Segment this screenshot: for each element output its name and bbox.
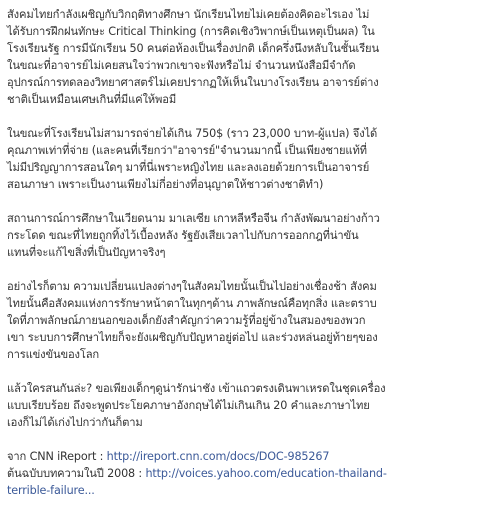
- source-credits: [7, 448, 474, 499]
- source-line-cnn: [7, 448, 474, 465]
- paragraph-line: สอนภาษา เพราะเป็นงานเพียงไม่กี่อย่างที่อนุญาตให้ชาวต่างชาติทำ): [7, 178, 324, 191]
- source-label-original: ต้นฉบับบทความในปี 2008 :: [7, 467, 146, 480]
- paragraph-line: สังคมไทยกำลังเผชิญกับวิกฤติทางศึกษา นักเรียนไทยไม่เคยต้องคิดอะไรเอง ไม่: [7, 8, 370, 21]
- paragraph-line: ในขณะที่อาจารย์ไม่เคยสนใจว่าพวกเขาจะฟังหรือไม่ จำนวนหนังสือมีจำกัด: [7, 59, 356, 72]
- post-paragraph-3: [7, 210, 474, 261]
- paragraph-line: เขา ระบบการศึกษาไทยก็จะยังเผชิญกับปัญหาอยู่ต่อไป และร่วงหล่นอยู่ท้ายๆของ: [7, 331, 378, 344]
- paragraph-line: สถานการณ์การศึกษาในเวียดนาม มาเลเซีย เกาหลีหรือจีน กำลังพัฒนาอย่างก้าว: [7, 212, 380, 225]
- source-line-original-cont: [7, 482, 474, 499]
- paragraph-line: แล้วใครสนกันล่ะ? ขอเพียงเด็กๆดูน่ารักน่าชัง เข้าแถวตรงเดินพาเหรดในชุดเครื่อง: [7, 382, 386, 395]
- yahoo-voices-link[interactable]: http://voices.yahoo.com/education-thailand-: [145, 467, 387, 480]
- post-paragraph-5: [7, 380, 474, 431]
- source-label-cnn: จาก CNN iReport :: [7, 450, 107, 463]
- paragraph-line: การแข่งขันของโลก: [7, 348, 100, 361]
- paragraph-line: ได้รับการฝึกฝนทักษะ Critical Thinking (การคิดเชิงวิพากษ์เป็นเหตุเป็นผล) ใน: [7, 25, 375, 38]
- cnn-ireport-link[interactable]: http://ireport.cnn.com/docs/DOC-985267: [106, 450, 330, 463]
- paragraph-line: คุณภาพเท่าที่จ่าย (และคนที่เรียกว่า"อาจารย์"จำนวนมากนี้ เป็นเพียงชายแท้ที่: [7, 144, 367, 157]
- paragraph-line: เองก็ไม่ได้เก่งไปกว่ากันก็ตาม: [7, 416, 143, 429]
- paragraph-line: อุปกรณ์การทดลองวิทยาศาสตร์ไม่เคยปรากฏให้เห็นในบางโรงเรียน อาจารย์ต่าง: [7, 76, 379, 89]
- source-line-original: [7, 465, 474, 482]
- paragraph-line: ไม่มีปริญญาการสอนใดๆ มาที่นี่เพราะหญิงไทย และลงเอยด้วยการเป็นอาจารย์: [7, 161, 370, 174]
- paragraph-line: โรงเรียนรัฐ การมีนักเรียน 50 คนต่อห้องเป็นเรื่องปกติ เด็กครึ่งนึงหลับในชั้นเรียน: [7, 42, 379, 55]
- paragraph-line: ชาติเป็นเหมือนเศษเกินที่มีแค่ให้พอมี: [7, 93, 177, 106]
- paragraph-line: ในขณะที่โรงเรียนไม่สามารถจ่ายได้เกิน 750$ (ราว 23,000 บาท-ผู้แปล) จึงได้: [7, 127, 378, 140]
- paragraph-line: ไทยนั้นคือสังคมแห่งการรักษาหน้าตาในทุกๆด้าน ภาพลักษณ์คือทุกสิ่ง และตราบ: [7, 297, 377, 310]
- post-paragraph-1: [7, 6, 474, 108]
- paragraph-line: อย่างไรก็ตาม ความเปลี่ยนแปลงต่างๆในสังคมไทยนั้นเป็นไปอย่างเชื่องช้า สังคม: [7, 280, 377, 293]
- paragraph-line: กระโดด ขณะที่ไทยถูกทิ้งไว้เบื้องหลัง รัฐยังเสียเวลาไปกับการออกกฎที่น่าขัน: [7, 229, 359, 242]
- post-paragraph-2: [7, 125, 474, 193]
- paragraph-line: ใดที่ภาพลักษณ์ภายนอกของเด็กยังสำคัญกว่าความรู้ที่อยู่ข้างในสมองของพวก: [7, 314, 366, 327]
- yahoo-voices-link-continued[interactable]: terrible-failure...: [7, 484, 95, 497]
- post-paragraph-4: [7, 278, 474, 363]
- paragraph-line: แทนที่จะแก้ไขสิ่งที่เป็นปัญหาจริงๆ: [7, 246, 166, 259]
- paragraph-line: แบบเรียบร้อย ถึงจะพูดประโยคภาษาอังกฤษได้ไม่เกินเกิน 20 คำและภาษาไทย: [7, 399, 370, 412]
